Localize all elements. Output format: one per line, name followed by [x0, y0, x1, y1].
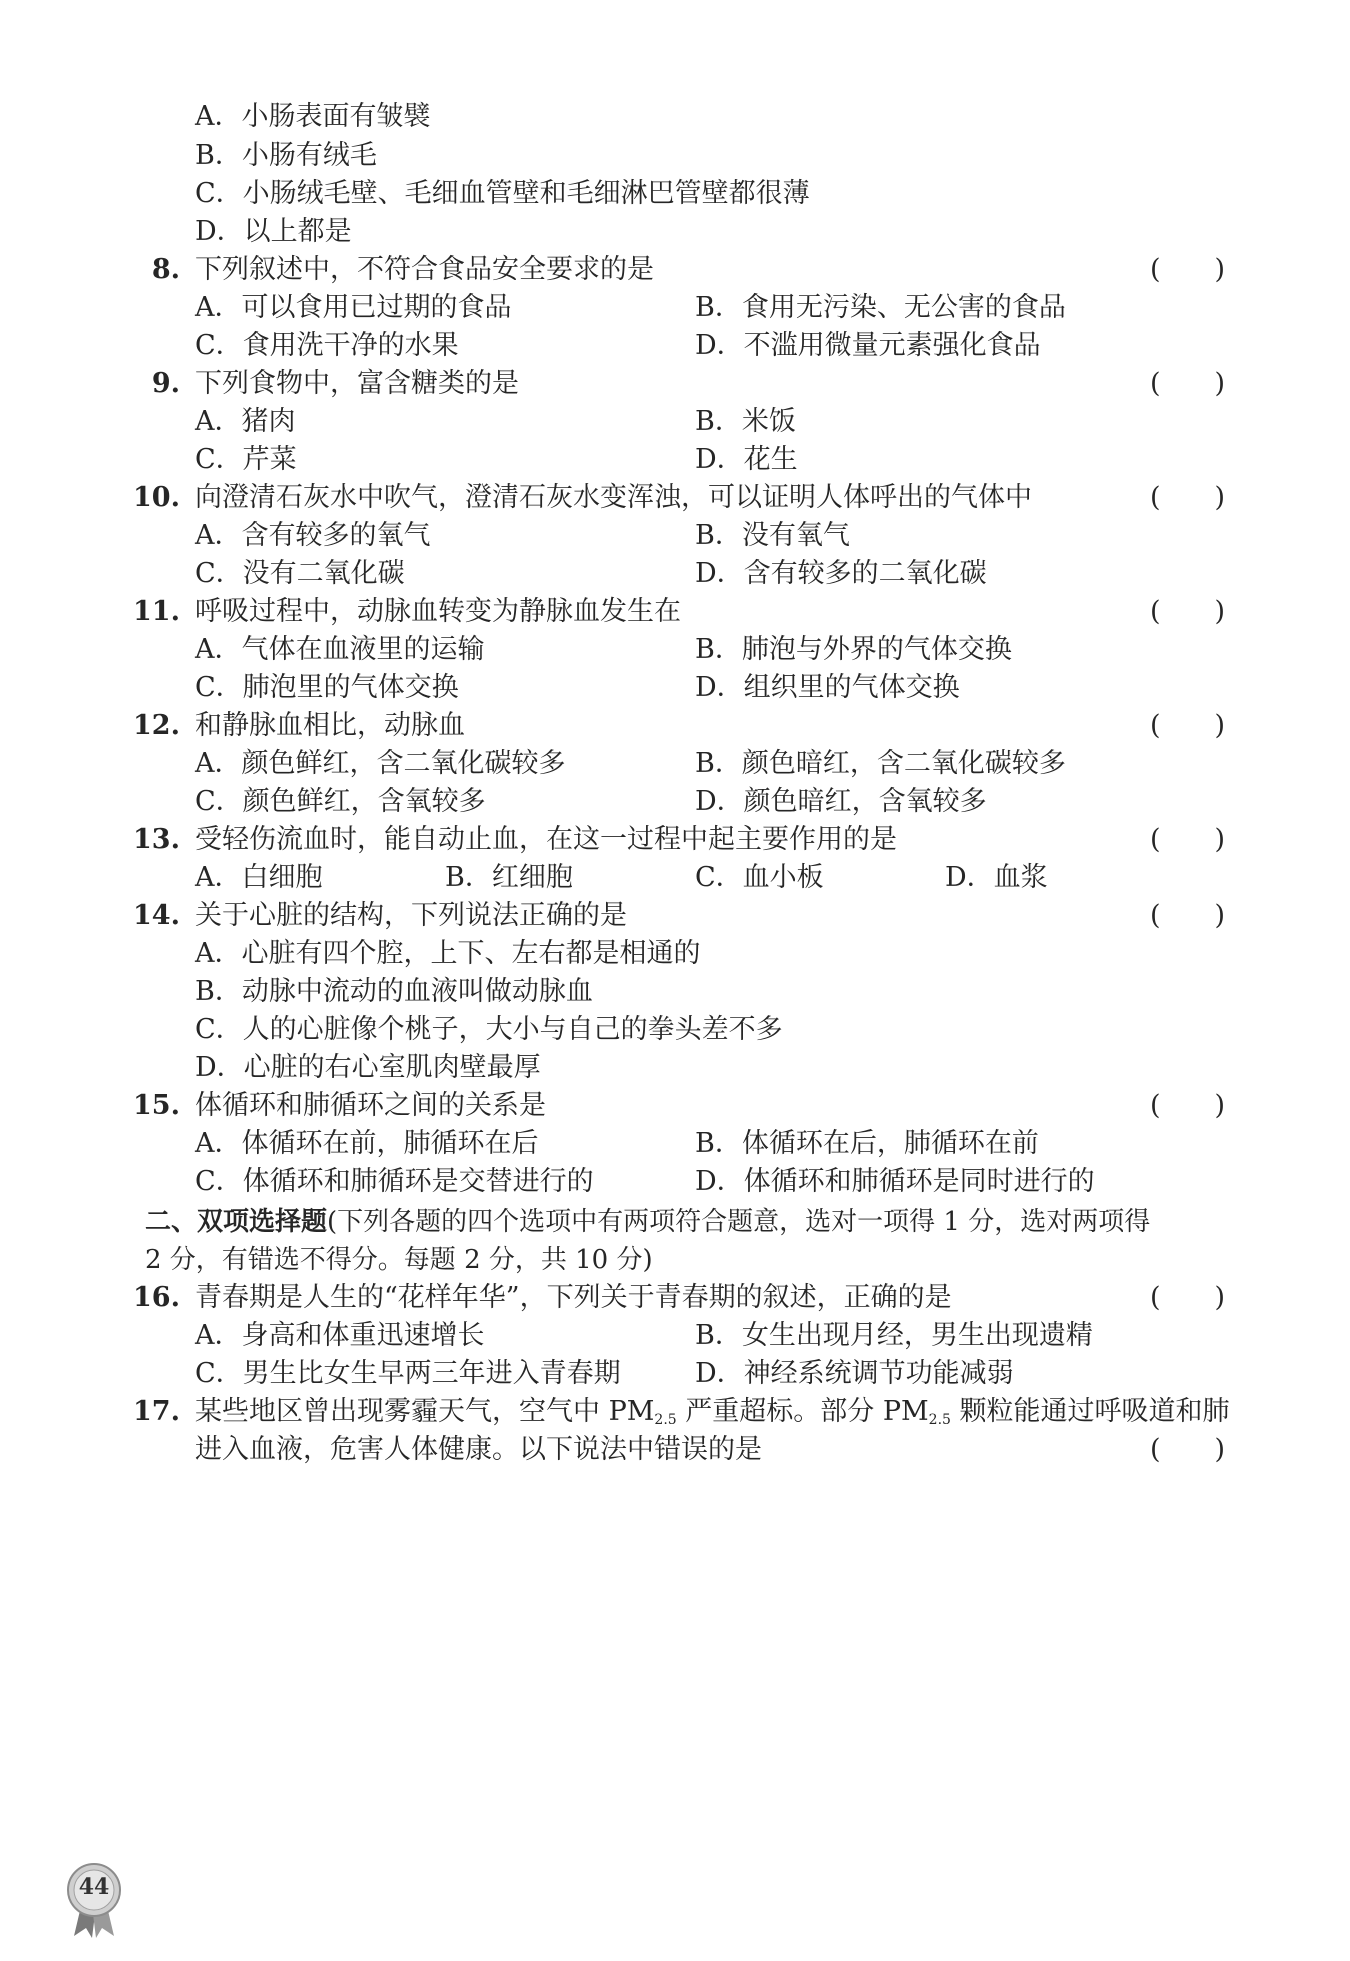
q13-number: 13. [133, 824, 180, 855]
q8-stem: 下列叙述中，不符合食品安全要求的是 [195, 254, 654, 285]
q16-option-d: D．神经系统调节功能减弱 [695, 1358, 1014, 1389]
q17-stem-part2: 严重超标。部分 PM [676, 1396, 929, 1427]
q14-option-d: D．心脏的右心室肌肉壁最厚 [195, 1052, 541, 1083]
q9-answer-paren: ( ) [1150, 368, 1226, 399]
q15-option-a: A．体循环在前，肺循环在后 [195, 1128, 539, 1159]
q9-option-d: D．花生 [695, 444, 798, 475]
q13-stem: 受轻伤流血时，能自动止血，在这一过程中起主要作用的是 [195, 824, 897, 855]
q12-option-a: A．颜色鲜红，含二氧化碳较多 [195, 748, 566, 779]
q9-option-b: B．米饭 [695, 406, 796, 437]
q15-answer-paren: ( ) [1150, 1090, 1226, 1121]
q14-answer-paren: ( ) [1150, 900, 1226, 931]
q14-option-a: A．心脏有四个腔，上下、左右都是相通的 [195, 938, 701, 969]
q10-stem: 向澄清石灰水中吹气，澄清石灰水变浑浊，可以证明人体呼出的气体中 [195, 482, 1032, 513]
q9-stem: 下列食物中，富含糖类的是 [195, 368, 519, 399]
q9-number: 9. [151, 368, 180, 399]
q12-stem: 和静脉血相比，动脉血 [195, 710, 465, 741]
section-2-title: 二、双项选择题 [145, 1207, 328, 1237]
section-2-desc-line2: 2 分，有错选不得分。每题 2 分，共 10 分) [145, 1245, 653, 1275]
q12-option-d: D．颜色暗红，含氧较多 [695, 786, 987, 817]
q11-option-b: B．肺泡与外界的气体交换 [695, 634, 1012, 665]
q13-option-c: C．血小板 [695, 862, 824, 893]
q12-answer-paren: ( ) [1150, 710, 1226, 741]
q8-option-c: C．食用洗干净的水果 [195, 330, 459, 361]
q15-option-b: B．体循环在后，肺循环在前 [695, 1128, 1039, 1159]
pm-subscript: 2.5 [928, 1412, 951, 1428]
q17-number: 17. [133, 1396, 180, 1427]
q14-stem: 关于心脏的结构，下列说法正确的是 [195, 900, 627, 931]
q16-number: 16. [133, 1282, 180, 1313]
q16-stem: 青春期是人生的“花样年华”，下列关于青春期的叙述，正确的是 [195, 1282, 952, 1313]
q10-answer-paren: ( ) [1150, 482, 1226, 513]
q8-option-b: B．食用无污染、无公害的食品 [695, 292, 1066, 323]
q11-option-c: C．肺泡里的气体交换 [195, 672, 459, 703]
q14-option-c: C．人的心脏像个桃子，大小与自己的拳头差不多 [195, 1014, 783, 1045]
q15-number: 15. [133, 1090, 180, 1121]
q9-option-a: A．猪肉 [195, 406, 296, 437]
q11-option-a: A．气体在血液里的运输 [195, 634, 485, 665]
page-number: 44 [78, 1874, 110, 1900]
q10-option-a: A．含有较多的氧气 [195, 520, 431, 551]
q16-answer-paren: ( ) [1150, 1282, 1226, 1313]
q9-option-c: C．芹菜 [195, 444, 297, 475]
q17-stem-line2: 进入血液，危害人体健康。以下说法中错误的是 [195, 1434, 762, 1465]
q7-option-d: D．以上都是 [195, 216, 352, 247]
q12-option-b: B．颜色暗红，含二氧化碳较多 [695, 748, 1066, 779]
q16-option-c: C．男生比女生早两三年进入青春期 [195, 1358, 621, 1389]
q8-option-a: A．可以食用已过期的食品 [195, 292, 512, 323]
q13-option-b: B．红细胞 [445, 862, 573, 893]
q8-answer-paren: ( ) [1150, 254, 1226, 285]
page-number-badge [64, 1860, 124, 1940]
q17-stem-part1: 某些地区曾出现雾霾天气，空气中 PM [195, 1396, 655, 1427]
q12-option-c: C．颜色鲜红，含氧较多 [195, 786, 486, 817]
q10-option-b: B．没有氧气 [695, 520, 850, 551]
q15-option-c: C．体循环和肺循环是交替进行的 [195, 1166, 594, 1197]
q14-option-b: B．动脉中流动的血液叫做动脉血 [195, 976, 593, 1007]
q10-option-d: D．含有较多的二氧化碳 [695, 558, 987, 589]
section-2-heading [145, 1202, 1150, 1242]
q14-number: 14. [133, 900, 180, 931]
q13-option-a: A．白细胞 [195, 862, 323, 893]
q17-stem-line1 [195, 1392, 1230, 1432]
q10-number: 10. [133, 482, 180, 513]
q11-answer-paren: ( ) [1150, 596, 1226, 627]
q11-number: 11. [133, 596, 180, 627]
q7-option-c: C．小肠绒毛壁、毛细血管壁和毛细淋巴管壁都很薄 [195, 178, 810, 209]
q12-number: 12. [133, 710, 180, 741]
q11-stem: 呼吸过程中，动脉血转变为静脉血发生在 [195, 596, 681, 627]
q10-option-c: C．没有二氧化碳 [195, 558, 405, 589]
q15-option-d: D．体循环和肺循环是同时进行的 [695, 1166, 1095, 1197]
q13-option-d: D．血浆 [945, 862, 1048, 893]
q16-option-a: A．身高和体重迅速增长 [195, 1320, 485, 1351]
medal-icon [64, 1860, 124, 1940]
q7-option-a: A．小肠表面有皱襞 [195, 101, 431, 132]
q8-option-d: D．不滥用微量元素强化食品 [695, 330, 1041, 361]
q8-number: 8. [151, 254, 180, 285]
q17-stem-part3: 颗粒能通过呼吸道和肺 [950, 1396, 1230, 1427]
q15-stem: 体循环和肺循环之间的关系是 [195, 1090, 546, 1121]
q17-answer-paren: ( ) [1150, 1434, 1226, 1465]
section-2-desc-line1: (下列各题的四个选项中有两项符合题意，选对一项得 1 分，选对两项得 [327, 1207, 1151, 1237]
pm-subscript: 2.5 [654, 1412, 677, 1428]
q11-option-d: D．组织里的气体交换 [695, 672, 960, 703]
q16-option-b: B．女生出现月经，男生出现遗精 [695, 1320, 1093, 1351]
q13-answer-paren: ( ) [1150, 824, 1226, 855]
q7-option-b: B．小肠有绒毛 [195, 140, 377, 171]
